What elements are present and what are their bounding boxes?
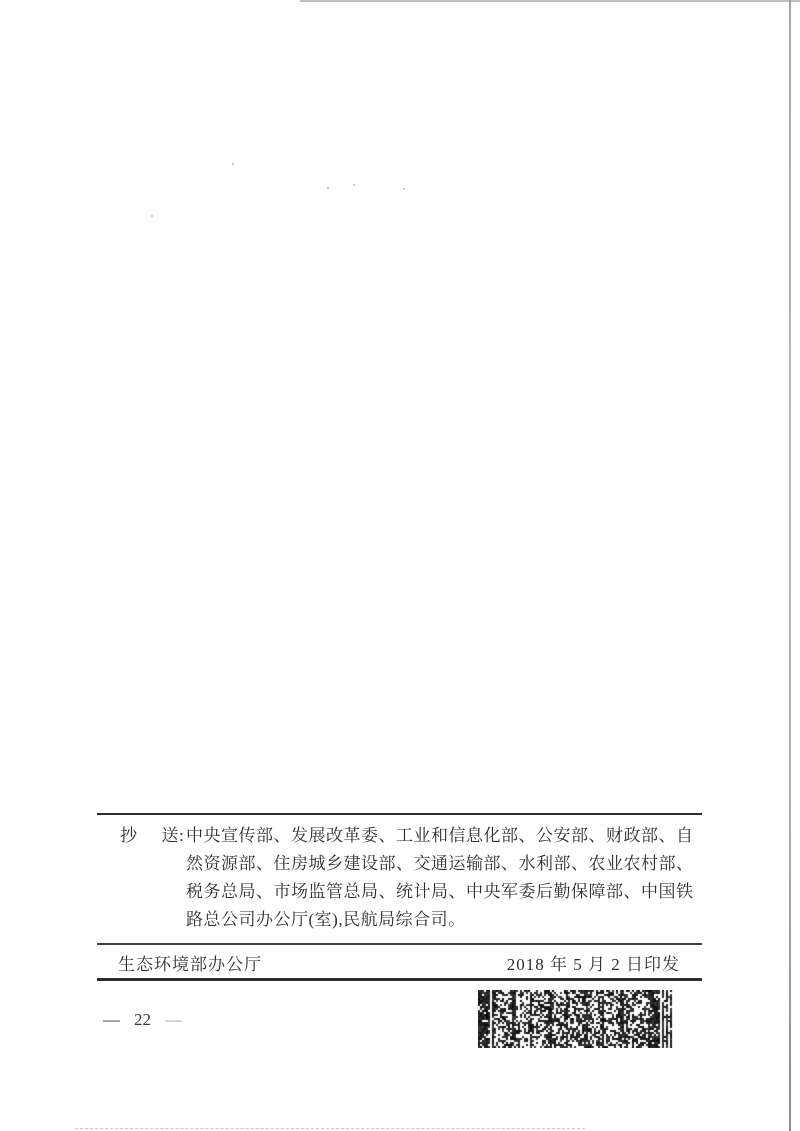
copy-to-line: 然资源部、住房城乡建设部、交通运输部、水利部、农业农村部、	[186, 854, 694, 873]
divider-middle	[97, 943, 702, 945]
copy-to-line: 中央宣传部、发展改革委、工业和信息化部、公安部、财政部、自	[186, 826, 694, 845]
print-date: 2018 年 5 月 2 日印发	[506, 955, 680, 974]
divider-top	[97, 813, 702, 815]
scan-speckle	[232, 163, 234, 165]
copy-to-line: 路总公司办公厅(室),民航局综合司。	[186, 910, 466, 929]
copy-to-label-first: 抄	[120, 826, 138, 845]
copy-to-line: 税务总局、市场监管总局、统计局、中央军委后勤保障部、中国铁	[186, 882, 694, 901]
scan-speckle	[353, 184, 355, 186]
scan-edge-bottom	[75, 1128, 585, 1129]
issuer-name: 生态环境部办公厅	[118, 955, 262, 974]
scan-speckle	[403, 188, 405, 190]
page-number-value: 22	[134, 1010, 151, 1029]
copy-to-lines	[186, 822, 695, 934]
page-number	[103, 1010, 182, 1030]
copy-to-block	[120, 822, 695, 934]
scan-edge-top	[300, 0, 800, 2]
issuer-row	[118, 950, 680, 975]
copy-to-label	[120, 822, 186, 850]
page-number-dash-right: —	[165, 1010, 182, 1029]
barcode-canvas	[478, 990, 673, 1048]
copy-to-label-second: 送:	[161, 826, 185, 845]
scan-speckle	[327, 187, 329, 189]
page-number-dash-left: —	[103, 1010, 120, 1029]
scan-edge-right	[789, 0, 791, 1131]
scan-speckle	[151, 215, 153, 217]
copy-to-label-gap	[138, 822, 162, 850]
tracking-barcode	[478, 990, 673, 1048]
divider-bottom	[97, 978, 702, 981]
